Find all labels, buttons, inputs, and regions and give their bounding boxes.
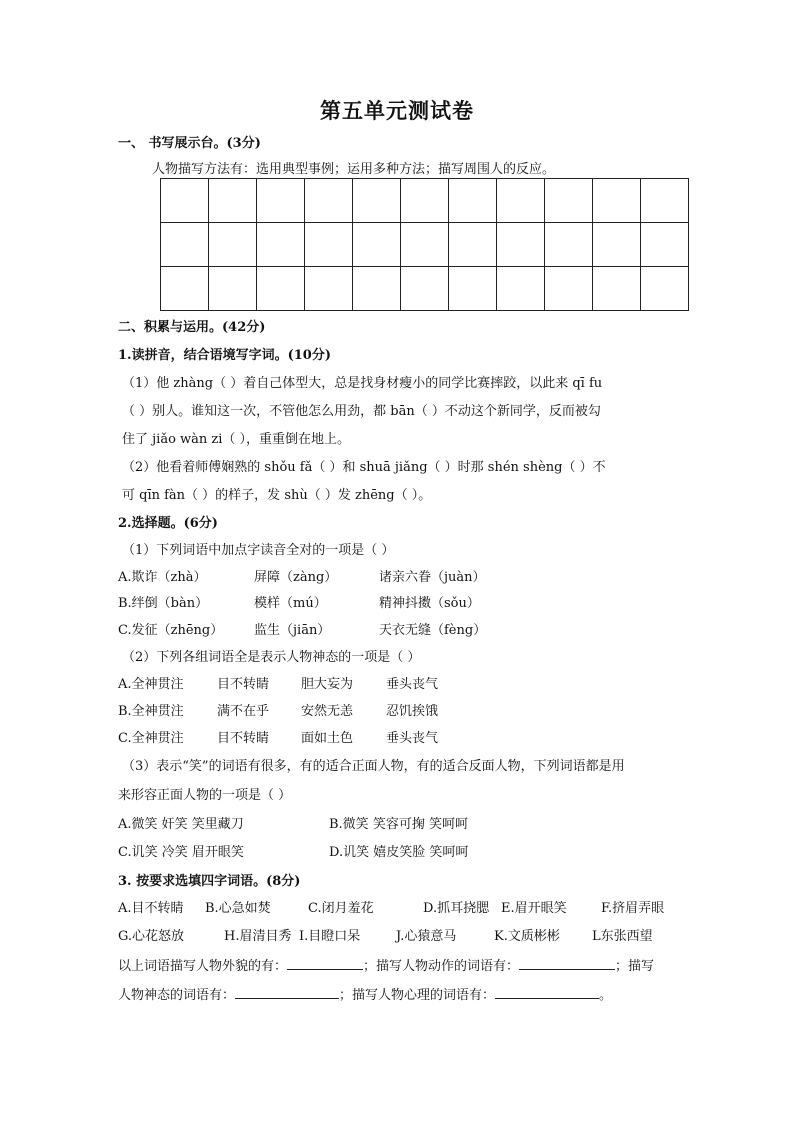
grid-cell[interactable] — [449, 179, 497, 223]
writing-grid[interactable] — [160, 178, 689, 311]
option-d[interactable]: D.讥笑 嬉皮笑脸 笑呵呵 — [329, 845, 469, 860]
word-option: E.眉开眼笑 — [501, 901, 567, 916]
word-option: I.目瞪口呆 — [299, 929, 361, 944]
option-text: 模样（mú） — [254, 596, 327, 611]
option-text: 安然无恙 — [301, 704, 354, 719]
word-option: F.挤眉弄眼 — [601, 901, 665, 916]
option-text: 屏障（zàng） — [254, 570, 338, 585]
grid-cell[interactable] — [305, 223, 353, 267]
grid-cell[interactable] — [161, 179, 209, 223]
grid-cell[interactable] — [401, 223, 449, 267]
grid-cell[interactable] — [641, 223, 689, 267]
grid-cell[interactable] — [497, 267, 545, 311]
option-text: 垂头丧气 — [386, 731, 439, 746]
option-text: 胆大妄为 — [301, 677, 354, 692]
grid-row — [161, 179, 689, 223]
grid-cell[interactable] — [401, 179, 449, 223]
word-option: C.闭月羞花 — [308, 901, 374, 916]
grid-cell[interactable] — [257, 223, 305, 267]
grid-cell[interactable] — [593, 179, 641, 223]
q2-sub3-question-line-1: （3）表示“笑”的词语有很多，有的适合正面人物，有的适合反面人物，下列词语都是用 — [122, 759, 625, 774]
grid-cell[interactable] — [209, 267, 257, 311]
grid-cell[interactable] — [545, 179, 593, 223]
word-option: G.心花怒放 — [118, 929, 185, 944]
grid-cell[interactable] — [449, 223, 497, 267]
grid-cell[interactable] — [209, 179, 257, 223]
grid-cell[interactable] — [449, 267, 497, 311]
option-a[interactable]: A.微笑 奸笑 笑里藏刀 — [118, 817, 244, 832]
grid-row — [161, 267, 689, 311]
option-b[interactable]: B.微笑 笑容可掬 笑呵呵 — [329, 817, 468, 832]
option-text: 监生（jiān） — [254, 623, 331, 638]
section1-heading: 一、 书写展示台。(3分) — [118, 136, 261, 151]
word-option: D.抓耳挠腮 — [423, 901, 490, 916]
grid-cell[interactable] — [353, 223, 401, 267]
q1-heading: 1.读拼音，结合语境写字词。(10分) — [118, 348, 331, 363]
answer-blank-psychology[interactable] — [495, 984, 599, 999]
grid-cell[interactable] — [401, 267, 449, 311]
option-text: 满不在乎 — [217, 704, 270, 719]
option-text: 目不转睛 — [217, 731, 270, 746]
grid-cell[interactable] — [305, 267, 353, 311]
grid-cell[interactable] — [161, 223, 209, 267]
grid-cell[interactable] — [257, 179, 305, 223]
grid-cell[interactable] — [353, 267, 401, 311]
word-option: J.心猿意马 — [396, 929, 457, 944]
word-option: H.眉清目秀 — [224, 929, 292, 944]
grid-cell[interactable] — [305, 179, 353, 223]
q3-fill-line-1 — [118, 955, 654, 977]
option-text: C.全神贯注 — [118, 731, 184, 746]
answer-blank-appearance[interactable] — [287, 955, 363, 970]
word-option: B.心急如焚 — [205, 901, 271, 916]
grid-cell[interactable] — [593, 223, 641, 267]
grid-cell[interactable] — [353, 179, 401, 223]
grid-cell[interactable] — [209, 223, 257, 267]
grid-cell[interactable] — [257, 267, 305, 311]
section2-heading: 二、积累与运用。(42分) — [118, 320, 266, 335]
fill-label: 以上词语描写人物外貌的有： — [118, 959, 288, 974]
page-title: 第五单元测试卷 — [320, 98, 474, 123]
grid-cell[interactable] — [641, 179, 689, 223]
fill-label: 人物神态的词语有： — [118, 988, 236, 1003]
option-text: 忍饥挨饿 — [386, 704, 439, 719]
q2-sub1-question: （1）下列词语中加点字读音全对的一项是（ ） — [122, 543, 395, 558]
answer-blank-expression[interactable] — [235, 984, 339, 999]
grid-cell[interactable] — [545, 223, 593, 267]
fill-label: ；描写人物心理的词语有： — [339, 988, 496, 1003]
grid-cell[interactable] — [545, 267, 593, 311]
q3-fill-line-2 — [118, 984, 612, 1006]
option-text: A.全神贯注 — [118, 677, 184, 692]
q2-heading: 2.选择题。(6分) — [118, 516, 218, 531]
word-option: A.目不转睛 — [118, 901, 184, 916]
answer-blank-action[interactable] — [519, 955, 615, 970]
option-text: B.全神贯注 — [118, 704, 184, 719]
option-text: 精神抖擞（sǒu） — [379, 596, 480, 611]
option-text: 目不转睛 — [217, 677, 270, 692]
option-text: B.绊倒（bàn） — [118, 596, 209, 611]
option-text: 垂头丧气 — [386, 677, 439, 692]
q1-line-1: （1）他 zhàng（ ）着自己体型大，总是找身材瘦小的同学比赛摔跤，以此来 qī fu — [122, 376, 603, 391]
option-text: 天衣无缝（fèng） — [379, 623, 487, 638]
section1-instruction: 人物描写方法有：选用典型事例；运用多种方法；描写周围人的反应。 — [152, 162, 556, 177]
option-text: 诸亲六眷（juàn） — [379, 570, 486, 585]
q2-sub3-question-line-2: 来形容正面人物的一项是（ ） — [118, 788, 292, 803]
q1-line-4: （2）他看着师傅娴熟的 shǒu fǎ（ ）和 shuā jiǎng（ ）时那 shén shèng（ ）不 — [122, 460, 606, 475]
option-c[interactable]: C.讥笑 冷笑 眉开眼笑 — [118, 845, 244, 860]
grid-cell[interactable] — [161, 267, 209, 311]
word-option: K.文质彬彬 — [494, 929, 560, 944]
grid-row — [161, 223, 689, 267]
option-text: A.欺诈（zhà） — [118, 570, 207, 585]
q1-line-2: （ ）别人。谁知这一次，不管他怎么用劲，都 bān（ ）不动这个新同学，反而被勾 — [122, 404, 601, 419]
word-option: L东张西望 — [592, 929, 653, 944]
grid-cell[interactable] — [497, 223, 545, 267]
q1-line-5: 可 qīn fàn（ ）的样子，发 shù（ ）发 zhēng（ ）。 — [122, 488, 432, 503]
option-text: 面如土色 — [301, 731, 354, 746]
option-text: C.发征（zhēng） — [118, 623, 224, 638]
grid-cell[interactable] — [593, 267, 641, 311]
q2-sub2-question: （2）下列各组词语全是表示人物神态的一项是（ ） — [122, 650, 421, 665]
fill-label: ；描写人物动作的词语有： — [363, 959, 520, 974]
grid-cell[interactable] — [497, 179, 545, 223]
fill-label: 。 — [599, 988, 613, 1003]
q3-heading: 3. 按要求选填四字词语。(8分) — [118, 874, 301, 889]
fill-label: ；描写 — [615, 959, 655, 974]
grid-cell[interactable] — [641, 267, 689, 311]
q1-line-3: 住了 jiǎo wàn zi（ ），重重倒在地上。 — [122, 432, 351, 447]
